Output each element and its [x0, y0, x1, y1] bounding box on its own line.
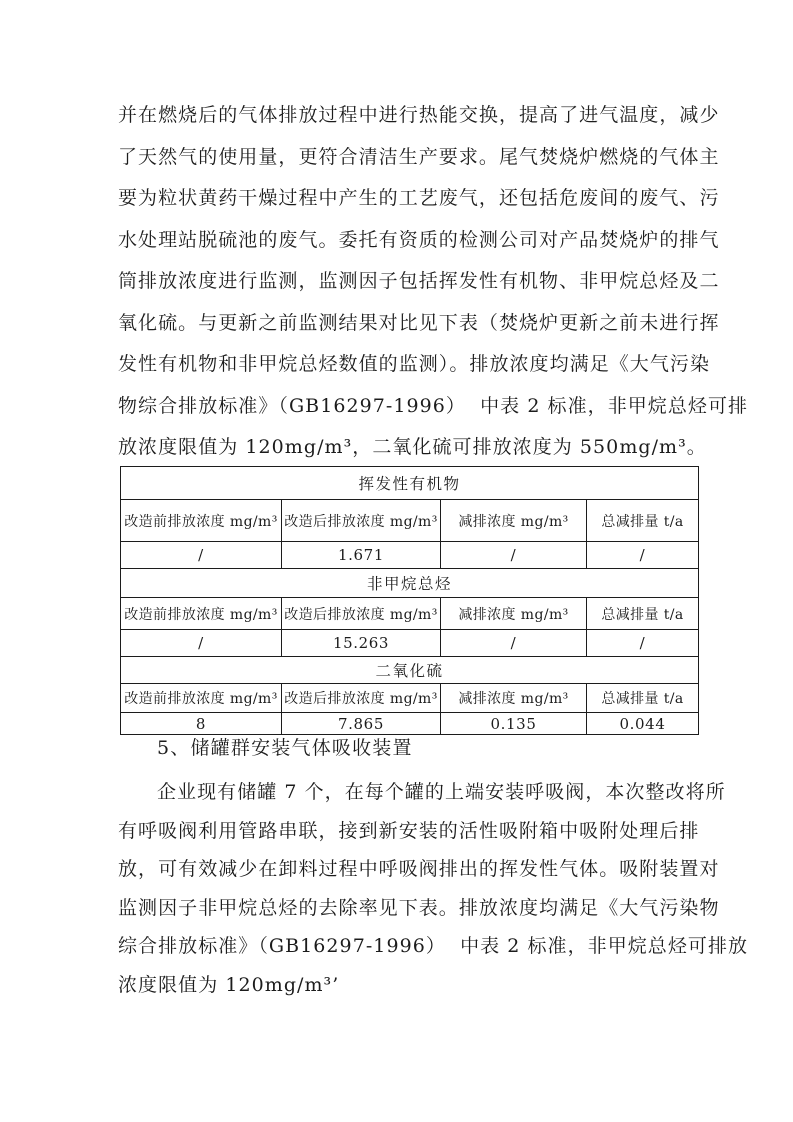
table-row	[121, 542, 699, 569]
table-value-cell: /	[441, 630, 587, 657]
table-value-cell: 0.044	[587, 713, 699, 735]
text-line: 了天然气的使用量，更符合清洁生产要求。尾气焚烧炉燃烧的气体主	[118, 145, 720, 168]
table-section-title: 挥发性有机物	[121, 467, 699, 500]
table-row	[121, 630, 699, 657]
table-value-cell: 1.671	[282, 542, 441, 569]
table-row	[121, 500, 699, 542]
text-line: 物综合排放标准》（GB16297-1996） 中表 2 标准，非甲烷总烃可排	[118, 394, 749, 417]
table-value-cell: 7.865	[282, 713, 441, 735]
text-line: 综合排放标准》（GB16297-1996） 中表 2 标准，非甲烷总烃可排放	[118, 935, 749, 957]
text-line: 监测因子非甲烷总烃的去除率见下表。排放浓度均满足《大气污染物	[118, 896, 720, 919]
table-value-cell: /	[587, 630, 699, 657]
paragraph-1	[118, 95, 749, 469]
table-row	[121, 598, 699, 630]
table-header-cell: 总减排量 t/a	[587, 598, 699, 630]
table-header-cell: 总减排量 t/a	[587, 684, 699, 713]
table-header-cell: 改造前排放浓度 mg/m³	[121, 598, 282, 630]
table-header-cell: 总减排量 t/a	[587, 500, 699, 542]
table-value-cell: 0.135	[441, 713, 587, 735]
table-header-cell: 改造前排放浓度 mg/m³	[121, 684, 282, 713]
text-line: 筒排放浓度进行监测，监测因子包括挥发性有机物、非甲烷总烃及二	[118, 270, 720, 292]
table-value-cell: 15.263	[282, 630, 441, 657]
table-header-cell: 改造后排放浓度 mg/m³	[282, 684, 441, 713]
table-header-cell: 改造前排放浓度 mg/m³	[121, 500, 282, 542]
text-line: 有呼吸阀利用管路串联，接到新安装的活性吸附箱中吸附处理后排	[118, 819, 700, 842]
emissions-comparison-table	[120, 466, 699, 735]
section-heading: 5、储罐群安装气体吸收装置	[157, 737, 413, 759]
table-header-cell: 减排浓度 mg/m³	[441, 684, 587, 713]
table-row	[121, 569, 699, 598]
table-value-cell: 8	[121, 713, 282, 735]
table-value-cell: /	[587, 542, 699, 569]
table-value-cell: /	[121, 542, 282, 569]
table-section-title: 非甲烷总烃	[121, 569, 699, 598]
paragraph-2	[118, 773, 749, 1004]
text-line: 放，可有效减少在卸料过程中呼吸阀排出的挥发性气体。吸附装置对	[118, 858, 720, 880]
table-value-cell: /	[441, 542, 587, 569]
text-line: 浓度限值为 120mg/m³’	[118, 973, 340, 996]
text-line: 企业现有储罐 7 个，在每个罐的上端安装呼吸阀，本次整改将所	[157, 781, 726, 803]
table-row	[121, 467, 699, 500]
text-line: 发性有机物和非甲烷总烃数值的监测）。排放浓度均满足《大气污染	[118, 353, 711, 375]
table-row	[121, 657, 699, 684]
table-value-cell: /	[121, 630, 282, 657]
text-line: 要为粒状黄药干燥过程中产生的工艺废气，还包括危废间的废气、污	[118, 187, 720, 209]
table-row	[121, 684, 699, 713]
table-header-cell: 改造后排放浓度 mg/m³	[282, 598, 441, 630]
table-header-cell: 改造后排放浓度 mg/m³	[282, 500, 441, 542]
text-line: 水处理站脱硫池的废气。委托有资质的检测公司对产品焚烧炉的排气	[118, 228, 720, 251]
table-header-cell: 减排浓度 mg/m³	[441, 598, 587, 630]
text-line: 并在燃烧后的气体排放过程中进行热能交换，提高了进气温度，减少	[118, 104, 720, 126]
text-line: 放浓度限值为 120mg/m³，二氧化硫可排放浓度为 550mg/m³。	[118, 436, 707, 458]
table-header-cell: 减排浓度 mg/m³	[441, 500, 587, 542]
text-line: 氧化硫。与更新之前监测结果对比见下表（焚烧炉更新之前未进行挥	[118, 311, 720, 334]
table-section-title: 二氧化硫	[121, 657, 699, 684]
